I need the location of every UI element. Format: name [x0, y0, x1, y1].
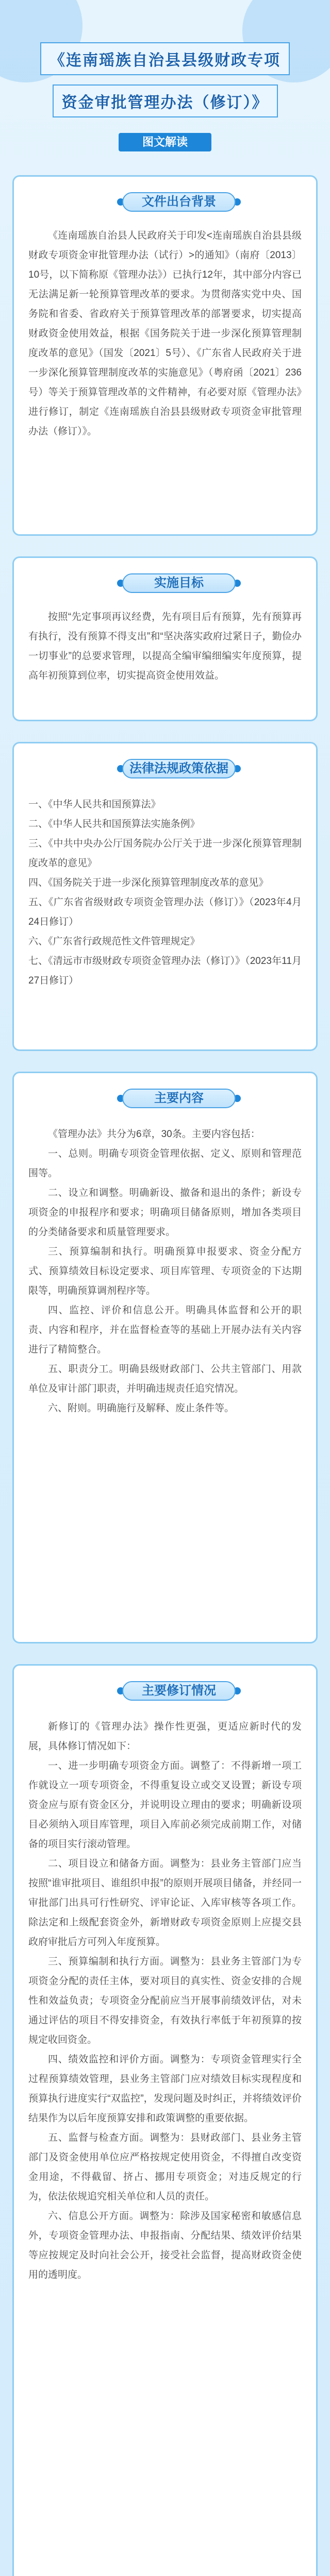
paragraph: 二、项目设立和储备方面。调整为：县业务主管部门应当按照“谁审批项目、谁组织申报”的原则开展项目储备，并经同一审批部门出具可行性研究、评审论证、入库审核等各项工作。除法定和上级配套资金外，新增财政专项资金原则上应提交县政府审批后方可列入年度预算。 — [28, 1858, 302, 1947]
section-header — [117, 1086, 241, 1111]
list-item: 四、《国务院关于进一步深化预算管理制度改革的意见》 — [28, 877, 269, 888]
paragraph: 二、设立和调整。明确新设、撤备和退出的条件；新设专项资金的申报程序和要求；明确项目储备原则，增加各类项目的分类储备要求和质量管理要求。 — [28, 1188, 302, 1238]
background-text — [28, 226, 302, 442]
paragraph: 五、职责分工。明确县级财政部门、公共主管部门、用款单位及审计部门职责，并明确违规责任追究情况。 — [28, 1364, 302, 1394]
section-title: 实施目标 — [122, 573, 236, 593]
list-item: 二、《中华人民共和国预算法实施条例》 — [28, 819, 200, 829]
title-line-1: 《连南瑶族自治县县级财政专项 — [40, 42, 290, 75]
list-item: 六、《广东省行政规范性文件管理规定》 — [28, 936, 200, 947]
law-card — [12, 742, 318, 1051]
document-title — [25, 42, 305, 118]
section-title: 法律法规政策依据 — [122, 759, 236, 778]
paragraph: 四、绩效监控和评价方面。调整为：专项资金管理实行全过程预算绩效管理，县业务主管部门应对绩效目标实现程度和预算执行进度实行“双监控”，发现问题及时纠正，并将绩效评价结果作为以后年度预算安排和政策调整的重要依据。 — [28, 2054, 302, 2124]
content-text — [28, 1125, 302, 1418]
section-header — [117, 1678, 241, 1704]
paragraph: 《管理办法》共分为6章，30条。主要内容包括： — [48, 1129, 260, 1140]
law-list — [28, 795, 302, 991]
paragraph: 六、信息公开方面。调整为：除涉及国家秘密和敏感信息外，专项资金管理办法、申报指南、分配结果、绩效评价结果等应按规定及时向社会公开，接受社会监督，提高财政资金使用的透明度。 — [28, 2211, 302, 2280]
paragraph: 五、监督与检查方面。调整为：县财政部门、县业务主管部门及资金使用单位应严格按规定使用资金，不得擅自改变资金用途，不得截留、挤占、挪用专项资金；对违反规定的行为，依法依规追究相关单位和人员的责任。 — [28, 2132, 302, 2202]
section-title: 主要修订情况 — [122, 1681, 236, 1701]
paragraph: 三、预算编制和执行。明确预算申报要求、资金分配方式、预算绩效目标设定要求、项目库管理、专项资金的下达期限等，明确预算调剂程序等。 — [28, 1246, 302, 1296]
goal-text — [28, 607, 302, 686]
paragraph: 四、监控、评价和信息公开。明确具体监督和公开的职责、内容和程序，并在监督检查等的基础上开展办法有关内容进行了精简整合。 — [28, 1305, 302, 1355]
paragraph: 三、预算编制和执行方面。调整为：县业务主管部门为专项资金分配的责任主体，要对项目的真实性、资金安排的合规性和效益负责；专项资金分配前应当开展事前绩效评估，对未通过评估的项目不得安排资金，有效执行率低于年初预算的按规定收回资金。 — [28, 1956, 302, 2045]
paragraph: 一、进一步明确专项资金方面。调整了：不得新增一项工作就设立一项专项资金，不得重复设立或交叉设置；新设专项资金应与原有资金区分，并说明设立理由的要求；明确新设项目必须纳入项目库管理，项目入库前必须完成前期工作，对储备的项目实行滚动管理。 — [28, 1760, 302, 1850]
content-card — [12, 1072, 318, 1643]
paragraph: 一、总则。明确专项资金管理依据、定义、原则和管理范围等。 — [28, 1148, 302, 1179]
list-item: 七、《清远市市级财政专项资金管理办法（修订）》（2023年11月27日修订） — [28, 956, 302, 986]
paragraph: 《连南瑶族自治县人民政府关于印发<连南瑶族自治县县级财政专项资金审批管理办法（试行）>的通知》（南府〔2013〕10号，以下简称原《管理办法》）已执行12年，其中部分内容已无法满足新一轮预算管理改革的要求。为贯彻落实党中央、国务院和省委、省政府关于预算管理改革的部署要求，切实提高财政资金使用效益，根据《国务院关于进一步深化预算管理制度改革的意见》（国发〔2021〕5号）、《广东省人民政府关于进一步深化预算管理制度改革的实施意见》（粤府函〔2021〕236号）等关于预算管理改革的文件精神，有必要对原《管理办法》进行修订，制定《连南瑶族自治县县级财政专项资金审批管理办法（修订）》。 — [28, 230, 302, 437]
list-item: 一、《中华人民共和国预算法》 — [28, 799, 161, 810]
header — [0, 0, 330, 155]
list-item: 三、《中共中央办公厅国务院办公厅关于进一步深化预算管理制度改革的意见》 — [28, 838, 302, 869]
section-header — [117, 189, 241, 215]
background-card — [12, 175, 318, 536]
section-header — [117, 570, 241, 596]
goal-card — [12, 556, 318, 721]
interpretation-tag: 图文解读 — [119, 133, 211, 151]
paragraph: 六、附则。明确施行及解释、废止条件等。 — [48, 1403, 235, 1414]
revision-card — [12, 1664, 318, 2576]
list-item: 五、《广东省省级财政专项资金管理办法（修订）》（2023年4月24日修订） — [28, 897, 302, 927]
section-title: 文件出台背景 — [122, 192, 236, 212]
title-line-2: 资金审批管理办法（修订）》 — [53, 84, 278, 117]
revision-text — [28, 1717, 302, 2285]
paragraph: 按照“先定事项再议经费，先有项目后有预算，先有预算再有执行，没有预算不得支出”和“坚决落实政府过紧日子，勤俭办一切事业”的总要求管理，以提高全编审编细编实年度预算，提高年初预算到位率，切实提高资金使用效益。 — [28, 612, 302, 681]
paragraph: 新修订的《管理办法》操作性更强，更适应新时代的发展，具体修订情况如下： — [28, 1721, 302, 1752]
section-header — [117, 756, 241, 782]
section-title: 主要内容 — [122, 1089, 236, 1108]
